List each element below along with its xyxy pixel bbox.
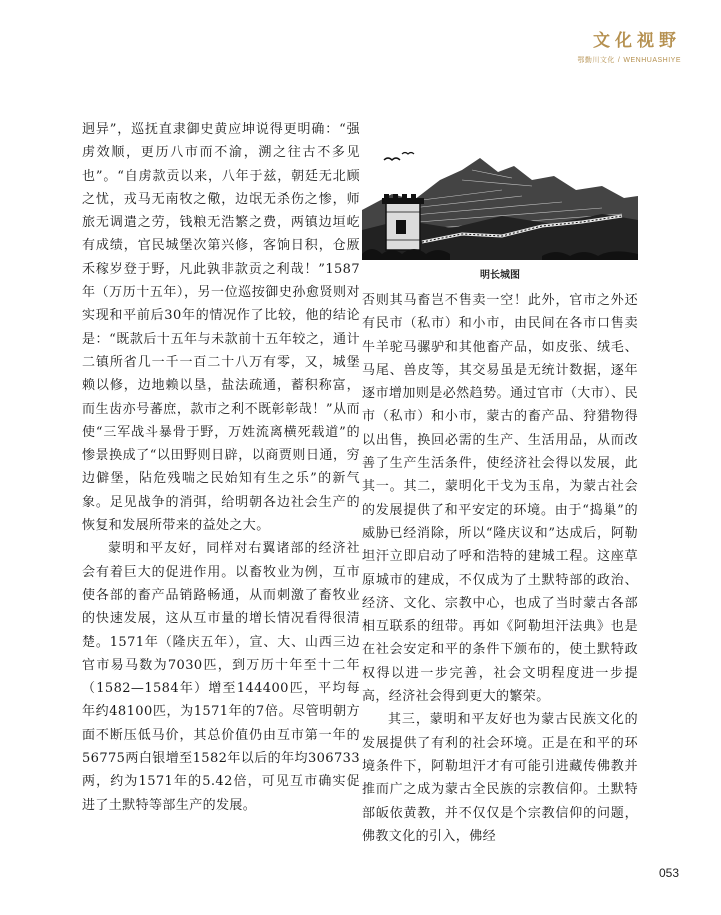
section-title: 文化视野 xyxy=(593,31,681,51)
section-subtitle xyxy=(577,55,681,65)
figure-great-wall xyxy=(362,150,638,281)
subtitle-separator: / xyxy=(617,57,621,64)
subtitle-left: 鄂勤川文化 xyxy=(577,57,615,64)
section-header xyxy=(577,26,681,65)
left-column xyxy=(82,118,360,817)
paragraph: 蒙明和平友好，同样对右翼诸部的经济社会有着巨大的促进作用。以畜牧业为例，互市使各部的畜产品销路畅通，从而刺激了畜牧业的快速发展，这从互市量的增长情况看得很清楚。1571年（隆庆五年），宣、大、山西三边官市易马数为7030匹，到万历十年至十二年（1582—1584年）增至144400匹，平均每年约48100匹，为1571年的7倍。尽管明朝方面不断压低马价，其总价值仍由互市第一年的56775两白银增至1582年以后的年均306733两，约为1571年的5.42倍，可见互市确实促进了土默特等部生产的发展。 xyxy=(82,541,360,813)
paragraph: 否则其马畜岂不售卖一空！此外，官市之外还有民市（私市）和小市，由民间在各市口售卖牛羊驼马骡驴和其他畜产品，如皮张、绒毛、马尾、兽皮等，其交易虽是无统计数据，逐年逐市增加则是必然趋势。通过官市（大市）、民市（私市）和小市，蒙古的畜产品、狩猎物得以出售，换回必需的生产、生活用品，从而改善了生产生活条件，使经济社会得以发展，此其一。其二，蒙明化干戈为玉帛，为蒙古社会的发展提供了和平安定的环境。由于“捣巢”的威胁已经消除，所以“隆庆议和”达成后，阿勒坦汗立即启动了呼和浩特的建城工程。这座草原城市的建成，不仅成为了土默特部的政治、经济、文化、宗教中心，也成了当时蒙古各部相互联系的纽带。再如《阿勒坦汗法典》也是在社会安定和平的条件下颁布的，使土默特政权得以进一步完善，社会文明程度进一步提高，经济社会得到更大的繁荣。 xyxy=(362,293,638,705)
paragraph: 其三，蒙明和平友好也为蒙古民族文化的发展提供了有利的社会环境。正是在和平的环境条件下，阿勒坦汗才有可能引进藏传佛教并推而广之成为蒙古全民族的宗教信仰。土默特部皈依黄教，并不仅仅是个宗教信仰的问题，佛教文化的引入，佛经 xyxy=(362,712,638,844)
subtitle-right: WENHUASHIYE xyxy=(623,57,681,64)
great-wall-woodcut-image xyxy=(362,150,638,260)
page-number: 053 xyxy=(658,866,679,880)
right-column xyxy=(362,289,638,848)
figure-caption: 明长城图 xyxy=(480,270,520,281)
paragraph: 迥异”，巡抚直隶御史黄应坤说得更明确：“强虏效顺，更历八市而不渝，溯之往古不多见也”。“自虏款贡以来，八年于兹，朝廷无北顾之忧，戎马无南牧之儆，边氓无杀伤之惨，师旅无调遣之劳，钱粮无浩繁之费，两镇边垣屹有成绩，官民城堡次第兴修，客饷日积，仓厫禾稼岁登于野，凡此孰非款贡之利哉！”1587年（万历十五年），另一位巡按御史孙愈贤则对实现和平前后30年的情况作了比较，他的结论是：“既款后十五年与未款前十五年较之，通计二镇所省几一千一百二十八万有零，又，城堡赖以修，边地赖以垦，盐法疏通，蓄积称富，而生齿亦号蕃庶，款市之利不既彰彰哉！”从而使“三军战斗暴骨于野，万姓流离横死载道”的惨景换成了“以田野则日辟，以商贾则日通，穷边僻堡，阽危残喘之民始知有生之乐”的新气象。足见战争的消弭，给明朝各边社会生产的恢复和发展所带来的益处之大。 xyxy=(82,122,360,534)
